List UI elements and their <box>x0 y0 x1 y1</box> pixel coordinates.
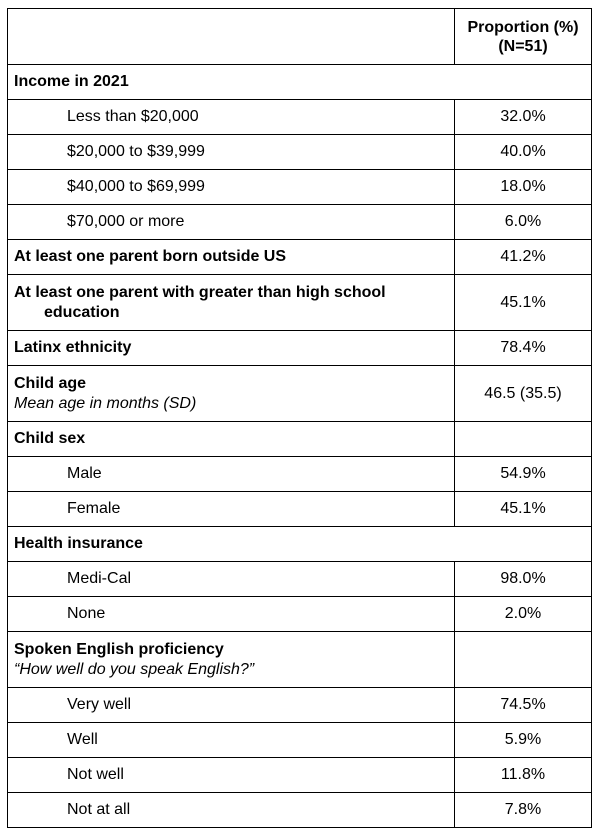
table-row <box>8 240 592 275</box>
row-value: 32.0% <box>455 100 592 135</box>
row-label <box>8 366 455 422</box>
table-row <box>8 135 592 170</box>
row-value: 78.4% <box>455 331 592 366</box>
row-value: 54.9% <box>455 457 592 492</box>
row-value: 98.0% <box>455 562 592 597</box>
header-sample-size: (N=51) <box>498 37 548 55</box>
table-row <box>8 457 592 492</box>
row-label <box>8 275 455 331</box>
header-proportion-title: Proportion (%) <box>467 18 579 36</box>
row-label: Male <box>8 457 455 492</box>
table-row <box>8 170 592 205</box>
header-row <box>8 9 592 65</box>
row-value <box>455 632 592 688</box>
section-row-insurance <box>8 527 592 562</box>
table-row <box>8 492 592 527</box>
row-label: None <box>8 597 455 632</box>
section-row-income <box>8 65 592 100</box>
table-row <box>8 100 592 135</box>
row-label: Latinx ethnicity <box>8 331 455 366</box>
row-label-line1: At least one parent with greater than high school <box>14 283 386 301</box>
table-row <box>8 723 592 758</box>
table-row <box>8 793 592 828</box>
row-label: $20,000 to $39,999 <box>8 135 455 170</box>
header-label-cell <box>8 9 455 65</box>
table-row <box>8 688 592 723</box>
section-row-child-sex <box>8 422 592 457</box>
row-label: Medi-Cal <box>8 562 455 597</box>
row-value: 5.9% <box>455 723 592 758</box>
row-label-subtitle: “How well do you speak English?” <box>14 660 255 678</box>
row-label: $70,000 or more <box>8 205 455 240</box>
table-row <box>8 562 592 597</box>
row-label: Not at all <box>8 793 455 828</box>
row-label: Not well <box>8 758 455 793</box>
row-label: At least one parent born outside US <box>8 240 455 275</box>
table-row <box>8 331 592 366</box>
row-value: 41.2% <box>455 240 592 275</box>
header-proportion-cell <box>455 9 592 65</box>
row-value: 7.8% <box>455 793 592 828</box>
table-row <box>8 758 592 793</box>
row-value: 45.1% <box>455 492 592 527</box>
table-row <box>8 205 592 240</box>
row-value: 11.8% <box>455 758 592 793</box>
section-row-english <box>8 632 592 688</box>
section-label: Income in 2021 <box>8 65 592 100</box>
row-label-subtitle: Mean age in months (SD) <box>14 394 197 412</box>
row-value: 6.0% <box>455 205 592 240</box>
row-value: 74.5% <box>455 688 592 723</box>
row-label-line2: education <box>44 303 120 321</box>
row-label-title: Spoken English proficiency <box>14 640 224 658</box>
row-label: Female <box>8 492 455 527</box>
row-value: 46.5 (35.5) <box>455 366 592 422</box>
table-row <box>8 275 592 331</box>
row-value: 18.0% <box>455 170 592 205</box>
row-value: 45.1% <box>455 275 592 331</box>
section-label: Health insurance <box>8 527 592 562</box>
row-label-title: Child age <box>14 374 87 392</box>
demographics-table <box>7 8 592 828</box>
row-value: 2.0% <box>455 597 592 632</box>
row-value <box>455 422 592 457</box>
section-label: Child sex <box>8 422 455 457</box>
row-label: Well <box>8 723 455 758</box>
row-label: Very well <box>8 688 455 723</box>
row-label <box>8 632 455 688</box>
table-row <box>8 366 592 422</box>
row-value: 40.0% <box>455 135 592 170</box>
row-label: Less than $20,000 <box>8 100 455 135</box>
row-label: $40,000 to $69,999 <box>8 170 455 205</box>
table-row <box>8 597 592 632</box>
